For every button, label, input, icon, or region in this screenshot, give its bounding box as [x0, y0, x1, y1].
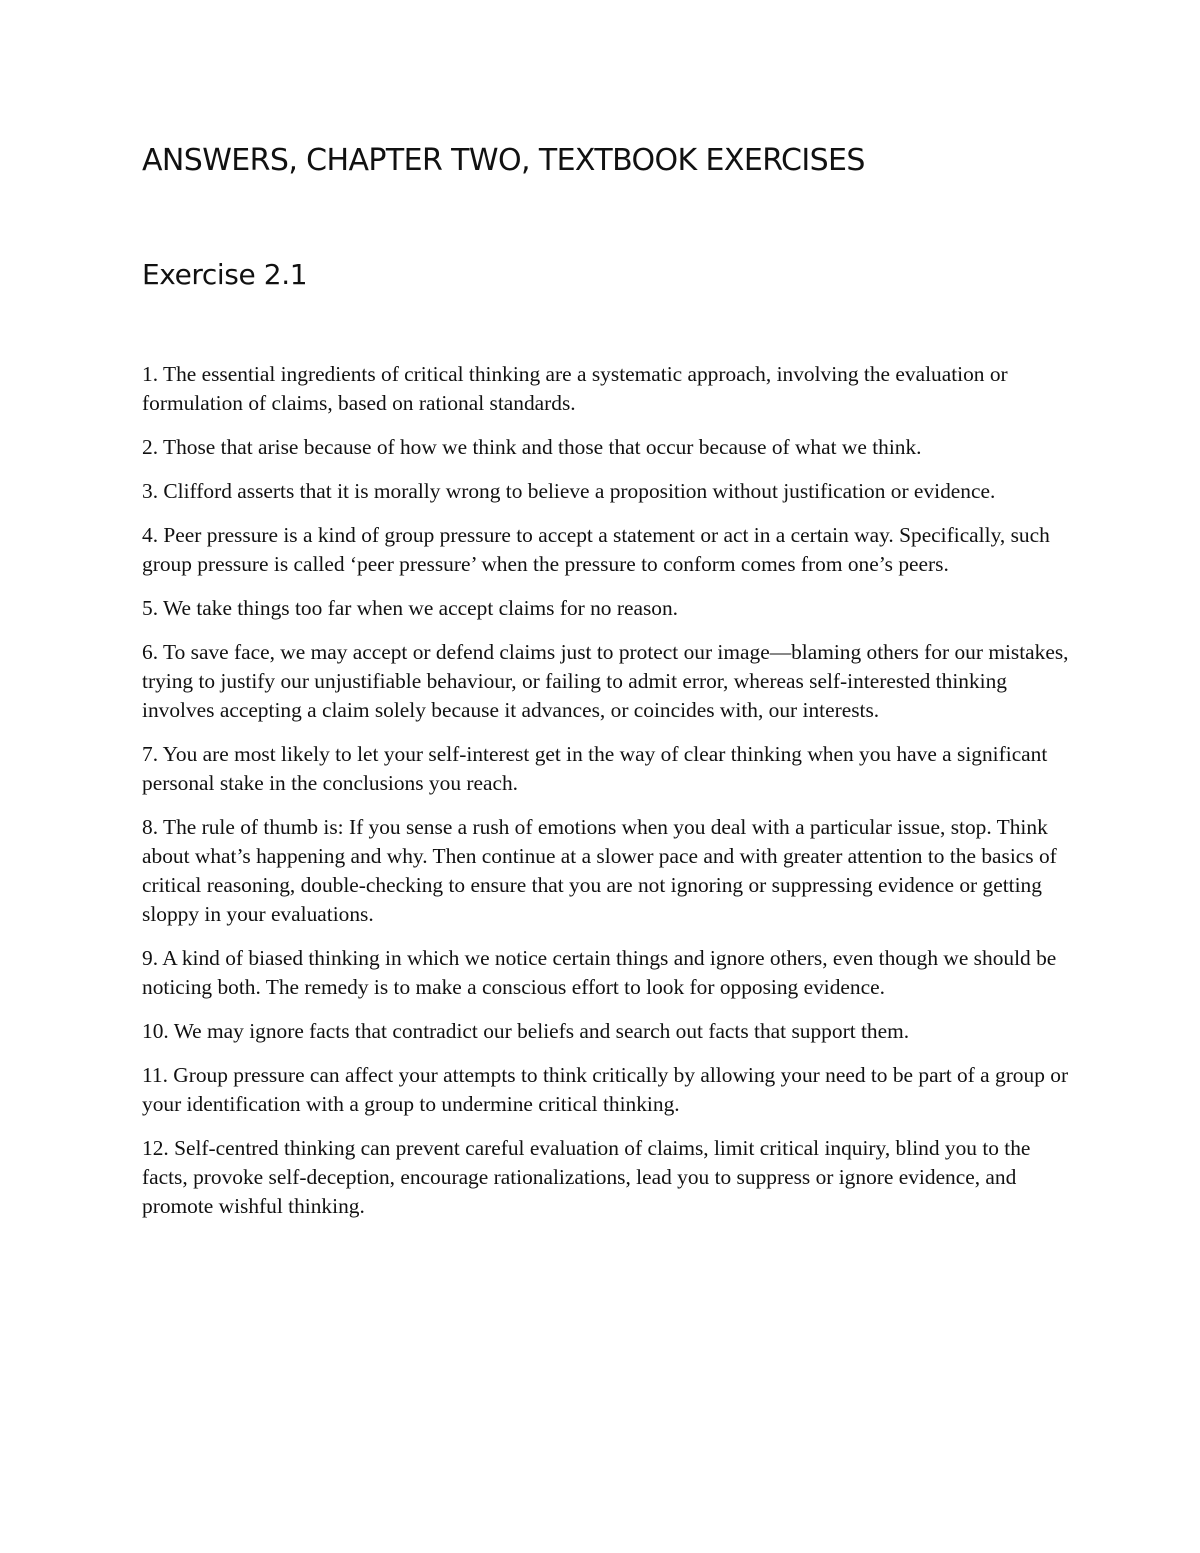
answer-item-12: 12. Self-centred thinking can prevent careful evaluation of claims, limit critical inquiry, blind you to the facts, provoke self-deception, encourage rationalizations, lead you to suppress or ignore evidence, and promote wishful thinking.	[142, 1136, 1031, 1218]
answer-item-4: 4. Peer pressure is a kind of group pressure to accept a statement or act in a certain way. Specifically, such group pressure is called ‘peer pressure’ when the pressure to conform comes from one’s peers.	[142, 523, 1050, 576]
answer-item-9: 9. A kind of biased thinking in which we notice certain things and ignore others, even though we should be noticing both. The remedy is to make a conscious effort to look for opposing evidence.	[142, 946, 1057, 999]
answer-item-2: 2. Those that arise because of how we think and those that occur because of what we think.	[142, 435, 922, 459]
answer-item-5: 5. We take things too far when we accept claims for no reason.	[142, 596, 679, 620]
section-heading: Exercise 2.1	[142, 258, 308, 291]
answer-item-3: 3. Clifford asserts that it is morally wrong to believe a proposition without justification or evidence.	[142, 479, 996, 503]
answer-item-10: 10. We may ignore facts that contradict our beliefs and search out facts that support them.	[142, 1019, 910, 1043]
answer-list	[142, 360, 1072, 1236]
answer-item-7: 7. You are most likely to let your self-interest get in the way of clear thinking when you have a significant personal stake in the conclusions you reach.	[142, 742, 1048, 795]
answer-item-1: 1. The essential ingredients of critical thinking are a systematic approach, involving the evaluation or formulation of claims, based on rational standards.	[142, 362, 1008, 415]
answer-item-6: 6. To save face, we may accept or defend claims just to protect our image—blaming others for our mistakes, trying to justify our unjustifiable behaviour, or failing to admit error, whereas self-interested thinking involves accepting a claim solely because it advances, or coincides with, our interests.	[142, 640, 1069, 722]
answer-item-8: 8. The rule of thumb is: If you sense a rush of emotions when you deal with a particular issue, stop. Think about what’s happening and why. Then continue at a slower pace and with greater attention to the basics of critical reasoning, double-checking to ensure that you are not ignoring or suppressing evidence or getting sloppy in your evaluations.	[142, 815, 1057, 926]
answer-item-11: 11. Group pressure can affect your attempts to think critically by allowing your need to be part of a group or your identification with a group to undermine critical thinking.	[142, 1063, 1069, 1116]
document-title: ANSWERS, CHAPTER TWO, TEXTBOOK EXERCISES	[142, 143, 865, 178]
